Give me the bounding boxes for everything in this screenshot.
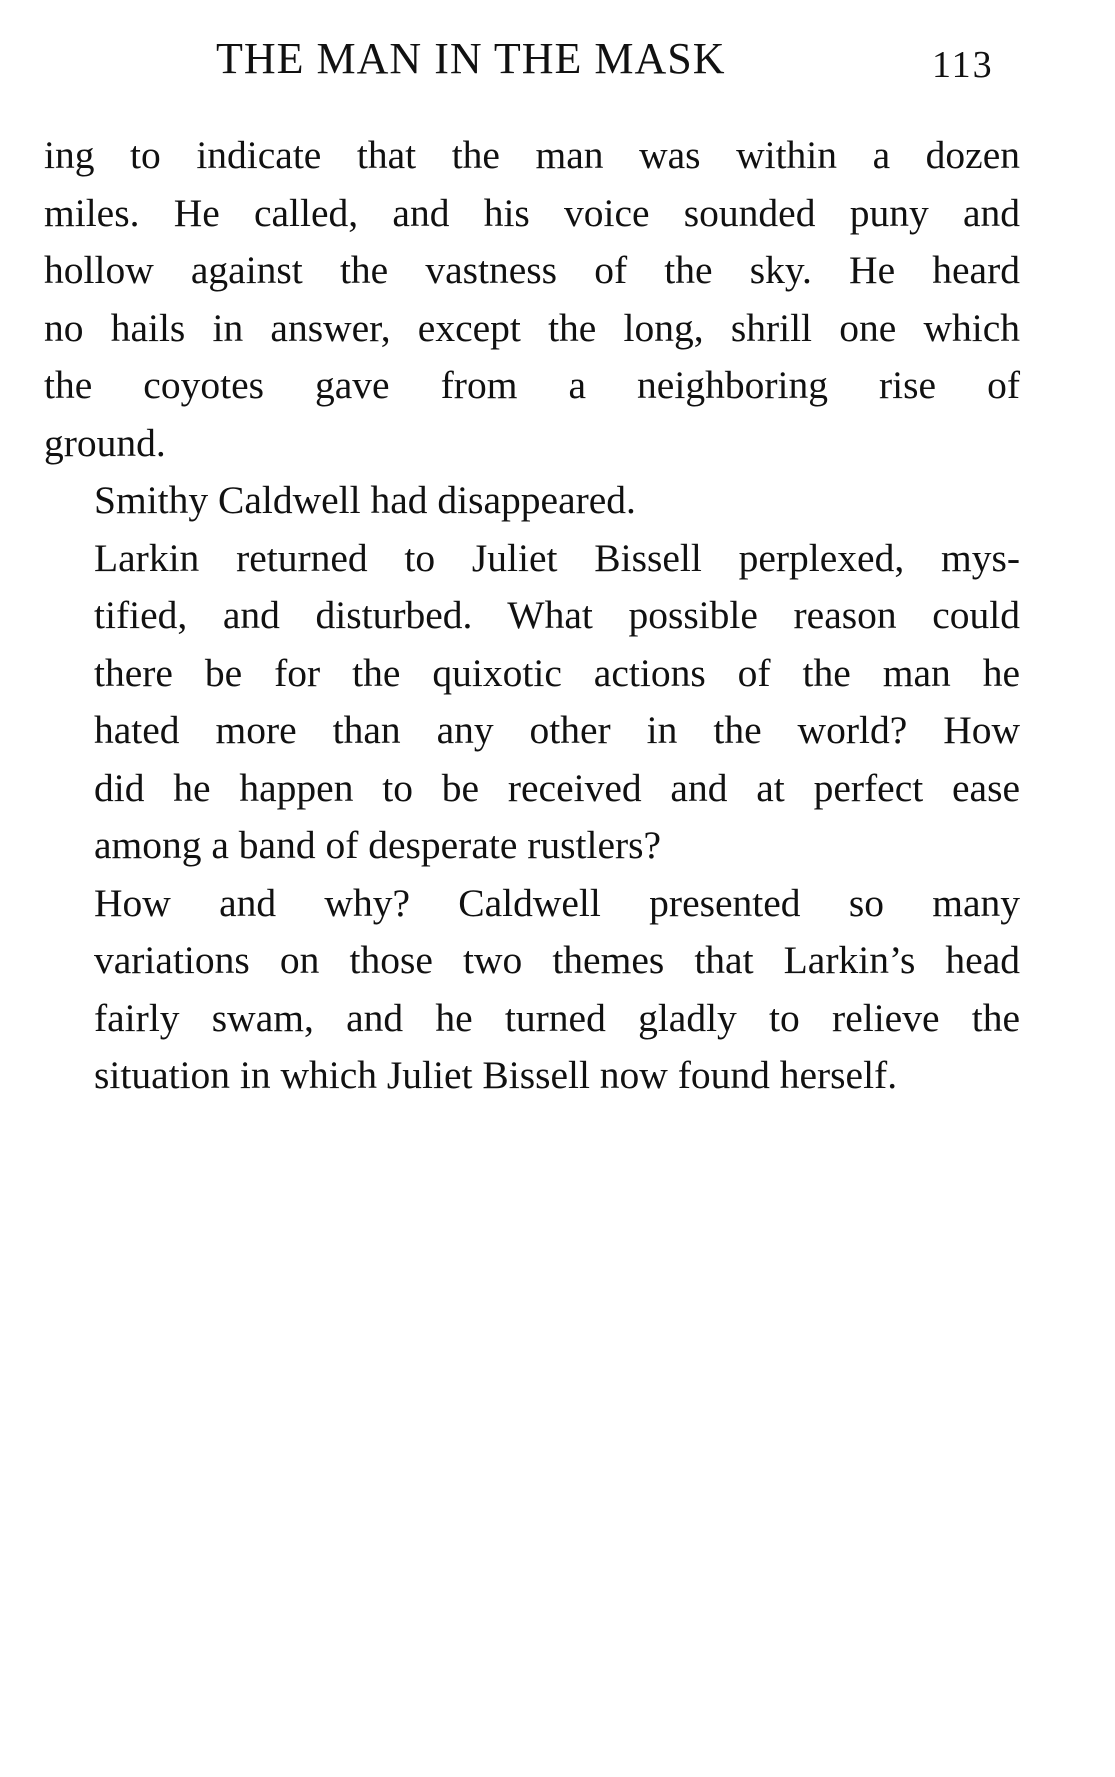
text-line: variations on those two themes that Larkin’s head xyxy=(94,938,1020,982)
text-line: miles. He called, and his voice sounded puny and xyxy=(44,190,1020,235)
text-line: tified, and disturbed. What possible reason could xyxy=(94,593,1020,637)
paragraph-4 xyxy=(44,875,1020,1105)
paragraph-3 xyxy=(44,530,1020,875)
paragraph-2 xyxy=(44,472,1020,530)
paragraph-1 xyxy=(44,127,1020,472)
text-line: ing to indicate that the man was within a dozen xyxy=(44,133,1020,177)
text-line: How and why? Caldwell presented so many xyxy=(94,880,1020,925)
running-title: THE MAN IN THE MASK xyxy=(216,34,726,83)
text-line: Smithy Caldwell had disappeared. xyxy=(94,478,636,522)
text-line: among a band of desperate rustlers? xyxy=(94,823,662,867)
text-line: ground. xyxy=(44,420,166,465)
text-line: did he happen to be received and at perfect ease xyxy=(94,765,1020,810)
body-text xyxy=(44,127,1020,1105)
text-line: Larkin returned to Juliet Bissell perplexed, mys- xyxy=(94,535,1020,580)
page-number: 113 xyxy=(932,44,994,86)
text-line: hollow against the vastness of the sky. He heard xyxy=(44,248,1020,292)
running-head xyxy=(200,28,1034,90)
text-line: there be for the quixotic actions of the man he xyxy=(94,650,1020,695)
text-line: no hails in answer, except the long, shrill one which xyxy=(44,305,1020,350)
text-line: the coyotes gave from a neighboring rise of xyxy=(44,363,1020,407)
text-line: situation in which Juliet Bissell now found herself. xyxy=(94,1053,898,1097)
text-line: fairly swam, and he turned gladly to relieve the xyxy=(94,995,1020,1040)
text-line: hated more than any other in the world? How xyxy=(94,708,1020,752)
